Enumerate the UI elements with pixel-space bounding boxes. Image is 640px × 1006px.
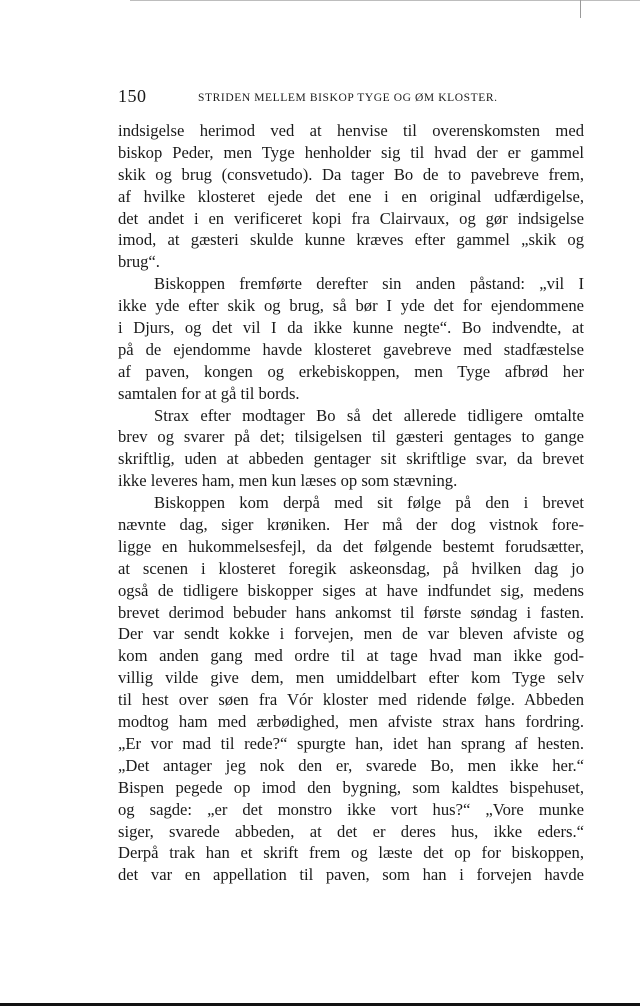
page-header — [118, 86, 584, 108]
text-line: siger, svarede abbeden, at det er deres hus, ikke eders.“ — [118, 821, 584, 841]
text-line: ligge en hukommelsesfejl, da det følgende bestemt forudsætter, — [118, 536, 584, 556]
text-line: brug“. — [118, 252, 160, 272]
text-line: også de tidligere biskopper siges at have indfundet sig, medens — [118, 580, 584, 600]
text-line: at scenen i klosteret foregik askeonsdag, på hvilken dag jo — [118, 558, 584, 578]
text-line: Biskoppen fremførte derefter sin anden påstand: „vil I — [154, 274, 584, 294]
text-line: på de ejendomme havde klosteret gavebreve med stadfæstelse — [118, 339, 584, 359]
text-line: af hvilke klosteret ejede det ene i en original udfærdigelse, — [118, 186, 584, 206]
text-line: Bispen pegede op imod den bygning, som kaldtes bispehuset, — [118, 777, 584, 797]
running-title: STRIDEN MELLEM BISKOP TYGE OG ØM KLOSTER. — [198, 92, 498, 104]
text-line: „Det antager jeg nok den er, svarede Bo, men ikke her.“ — [118, 755, 584, 775]
text-line: imod, at gæsteri skulde kunne kræves efter gammel „skik og — [118, 230, 584, 250]
text-line: nævnte dag, siger krøniken. Her må der dog vistnok fore- — [118, 515, 584, 535]
text-line: modtog ham med ærbødighed, men afviste strax hans fordring. — [118, 712, 584, 732]
text-line: det andet i en verificeret kopi fra Clairvaux, og gør indsigelse — [118, 208, 584, 228]
text-line: kom anden gang med ordre til at tage hvad man ikke god- — [118, 646, 584, 666]
text-line: skriftlig, uden at abbeden gentager sit skriftlige svar, da brevet — [118, 449, 584, 469]
text-line: Biskoppen kom derpå med sit følge på den i brevet — [154, 493, 584, 513]
page-number: 150 — [118, 86, 147, 106]
text-line: indsigelse herimod ved at henvise til overenskomsten med — [118, 121, 584, 140]
text-line: og sagde: „er det monstro ikke vort hus?“ „Vore munke — [118, 799, 584, 819]
body-text — [118, 120, 584, 886]
text-line: det var en appellation til paven, som han i forvejen havde — [118, 865, 584, 885]
scan-edge-top — [130, 0, 640, 1]
text-line: villig vilde give dem, men umiddelbart efter kom Tyge selv — [118, 668, 584, 688]
scan-edge-mark — [580, 0, 581, 18]
text-line: i Djurs, og det vil I da ikke kunne negte“. Bo indvendte, at — [118, 318, 584, 338]
text-line: til hest over søen fra Vór kloster med ridende følge. Abbeden — [118, 690, 584, 710]
text-line: samtalen for at gå til bords. — [118, 383, 300, 403]
text-line: ikke leveres ham, men kun læses op som stævning. — [118, 471, 458, 491]
text-line: „Er vor mad til rede?“ spurgte han, idet han sprang af hesten. — [118, 733, 584, 753]
text-line: skik og brug (consvetudo). Da tager Bo de to pavebreve frem, — [118, 164, 584, 184]
text-line: Derpå trak han et skrift frem og læste det op for biskoppen, — [118, 843, 584, 863]
text-line: af paven, kongen og erkebiskoppen, men Tyge afbrød her — [118, 361, 584, 381]
text-line: Strax efter modtager Bo så det allerede tidligere omtalte — [154, 405, 584, 425]
text-line: Der var sendt kokke i forvejen, men de var bleven afviste og — [118, 624, 584, 644]
text-line: biskop Peder, men Tyge henholder sig til hvad der er gammel — [118, 142, 584, 162]
text-line: brevet derimod bebuder hans ankomst til første søndag i fasten. — [118, 602, 584, 622]
text-line: brev og svarer på det; tilsigelsen til gæsteri gentages to gange — [118, 427, 584, 447]
text-line: ikke yde efter skik og brug, så bør I yde det for ejendommene — [118, 296, 584, 316]
